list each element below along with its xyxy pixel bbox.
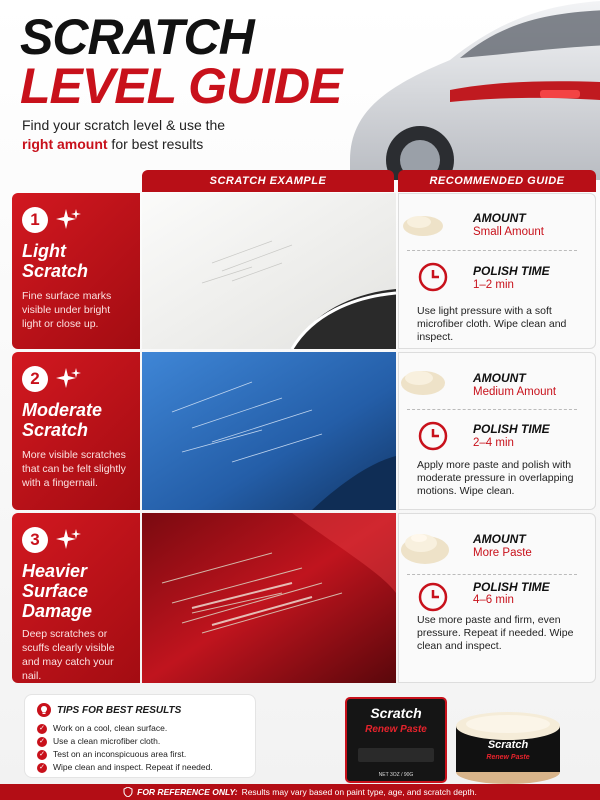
level-description: Fine surface marks visible under bright light or close up. [22, 290, 112, 330]
list-item [37, 761, 243, 774]
level-name-l2: Scratch [22, 261, 89, 281]
level-number: 3 [22, 527, 48, 553]
paste-dollop-icon [399, 208, 447, 240]
usage-tip: Apply more paste and polish with moderate pressure in overlapping motions. Wipe clean. [417, 459, 574, 497]
level-number: 2 [22, 366, 48, 392]
amount-value: Medium Amount [473, 386, 557, 398]
shield-icon [123, 787, 133, 797]
level-info [12, 513, 140, 683]
level-name-l2: Surface [22, 581, 89, 601]
sparkle-icon [56, 366, 82, 392]
clock-icon [417, 580, 449, 612]
scratch-example-light [142, 193, 396, 349]
level-row-3 [12, 513, 596, 683]
level-name-l2: Scratch [22, 420, 89, 440]
product-name-box: Renew Paste [365, 724, 427, 735]
amount-label: AMOUNT [473, 532, 526, 546]
divider [407, 250, 577, 251]
usage-tip: Use light pressure with a soft microfiber cloth. Wipe clean and inspect. [417, 305, 567, 343]
scratch-example-moderate [142, 352, 396, 510]
level-description: Deep scratches or scuffs clearly visible and may catch your nail. [22, 628, 115, 682]
divider [407, 409, 577, 410]
level-name-l1: Heavier [22, 561, 88, 581]
column-header-example: SCRATCH EXAMPLE [142, 170, 394, 192]
amount-label: AMOUNT [473, 211, 526, 225]
divider [407, 574, 577, 575]
tip-text: Wipe clean and inspect. Repeat if needed. [53, 762, 213, 772]
polish-time-label: POLISH TIME [473, 264, 550, 278]
polish-time-value: 4–6 min [473, 594, 514, 606]
clock-icon [417, 260, 449, 292]
list-item [37, 748, 243, 761]
polish-time-label: POLISH TIME [473, 580, 550, 594]
footer-disclaimer [0, 784, 600, 800]
level-number: 1 [22, 207, 48, 233]
amount-label: AMOUNT [473, 371, 526, 385]
level-name-l1: Light [22, 241, 66, 261]
subtitle-highlight: right amount [22, 136, 108, 152]
paste-dollop-icon [399, 365, 447, 397]
check-icon: ✓ [37, 737, 47, 747]
product-name-jar: Renew Paste [486, 754, 530, 761]
check-icon: ✓ [37, 763, 47, 773]
footer-lead: FOR REFERENCE ONLY: [137, 787, 238, 797]
footer-text: Results may vary based on paint type, age, and scratch depth. [241, 787, 477, 797]
level-name-l3: Damage [22, 601, 93, 621]
product-image [340, 690, 580, 790]
list-item [37, 722, 243, 735]
clock-icon [417, 419, 449, 451]
product-brand-jar: Scratch [487, 739, 529, 751]
subtitle-line-2: for best results [107, 136, 204, 152]
level-name-l1: Moderate [22, 400, 103, 420]
level-row-2 [12, 352, 596, 510]
title-line-2: LEVEL GUIDE [20, 58, 342, 114]
check-icon: ✓ [37, 724, 47, 734]
check-icon: ✓ [37, 750, 47, 760]
level-info [12, 352, 140, 510]
recommended-guide [398, 513, 596, 683]
level-row-1 [12, 193, 596, 349]
tips-box [24, 694, 256, 778]
amount-value: Small Amount [473, 226, 544, 238]
polish-time-label: POLISH TIME [473, 422, 550, 436]
page-title [20, 9, 342, 114]
tip-text: Use a clean microfiber cloth. [53, 736, 161, 746]
subtitle-line-1: Find your scratch level & use the [22, 117, 226, 133]
amount-value: More Paste [473, 547, 532, 559]
sparkle-icon [56, 207, 82, 233]
page-subtitle [22, 116, 225, 154]
paste-dollop-icon [399, 526, 451, 566]
tips-title: TIPS FOR BEST RESULTS [57, 704, 182, 716]
product-size: NET 3OZ / 90G [378, 772, 414, 778]
tips-list [37, 722, 243, 774]
polish-time-value: 2–4 min [473, 437, 514, 449]
sparkle-icon [56, 527, 82, 553]
tip-text: Test on an inconspicuous area first. [53, 749, 187, 759]
recommended-guide [398, 193, 596, 349]
level-description: More visible scratches that can be felt slightly with a fingernail. [22, 449, 126, 489]
list-item [37, 735, 243, 748]
tip-text: Work on a cool, clean surface. [53, 723, 168, 733]
level-info [12, 193, 140, 349]
recommended-guide [398, 352, 596, 510]
product-brand-box: Scratch [370, 705, 422, 721]
car-illustration [310, 0, 600, 180]
usage-tip: Use more paste and firm, even pressure. Repeat if needed. Wipe clean and inspect. [417, 614, 574, 652]
column-header-guide: RECOMMENDED GUIDE [398, 170, 596, 192]
polish-time-value: 1–2 min [473, 279, 514, 291]
scratch-example-heavy [142, 513, 396, 683]
lightbulb-icon [37, 703, 51, 717]
title-line-1: SCRATCH [20, 9, 254, 65]
